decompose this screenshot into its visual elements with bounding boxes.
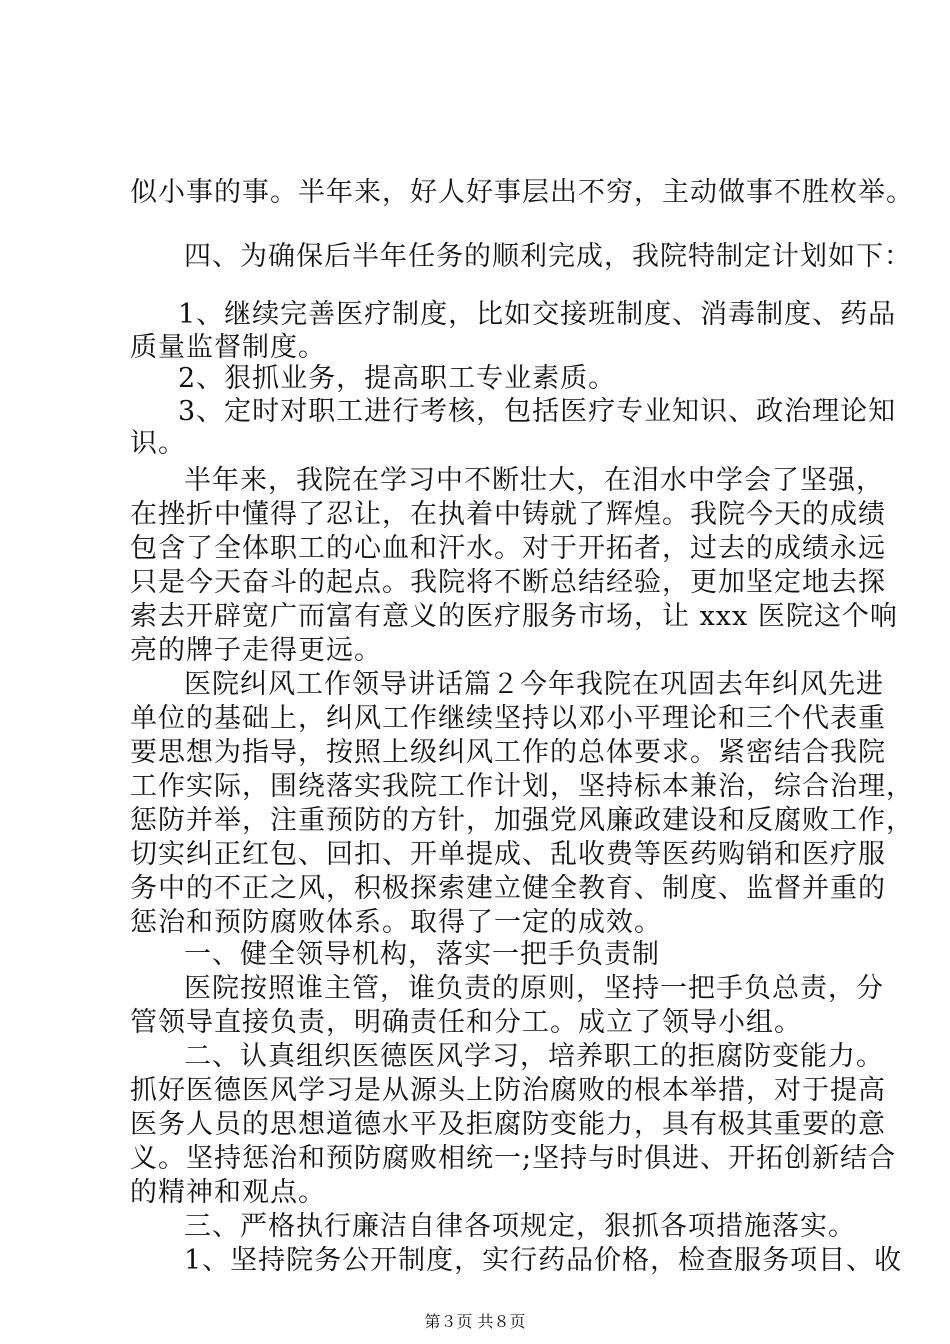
text-line: 识。: [130, 428, 186, 459]
text-line: 工作实际，围绕落实我院工作计划，坚持标本兼治，综合治理，: [130, 771, 914, 802]
text-line: 1、坚持院务公开制度，实行药品价格，检查服务项目、收: [184, 1245, 903, 1276]
text-line: 医院按照谁主管，谁负责的原则，坚持一把手负总责，分: [184, 973, 884, 1004]
text-line: 单位的基础上，纠风工作继续坚持以邓小平理论和三个代表重: [130, 703, 886, 734]
text-line: 1、继续完善医疗制度，比如交接班制度、消毒制度、药品: [178, 299, 897, 330]
text-line: 的精神和观点。: [130, 1177, 326, 1208]
text-line: 管领导直接负责，明确责任和分工。成立了领导小组。: [130, 1007, 802, 1038]
text-line: 惩治和预防腐败体系。取得了一定的成效。: [130, 907, 662, 938]
text-line: 惩防并举，注重预防的方针，加强党风廉政建设和反腐败工作，: [130, 805, 914, 836]
text-line: 2、狠抓业务，提高职工专业素质。: [178, 363, 617, 394]
text-line: 四、为确保后半年任务的顺利完成，我院特制定计划如下：: [184, 241, 912, 272]
text-line: 二、认真组织医德医风学习，培养职工的拒腐防变能力。: [184, 1041, 884, 1072]
text-line: 只是今天奋斗的起点。我院将不断总结经验，更加坚定地去探: [130, 567, 886, 598]
text-line: 半年来，我院在学习中不断壮大，在泪水中学会了坚强，: [184, 465, 884, 496]
text-line: 抓好医德医风学习是从源头上防治腐败的根本举措，对于提高: [130, 1075, 886, 1106]
text-line: 一、健全领导机构，落实一把手负责制: [184, 939, 660, 970]
text-line: 包含了全体职工的心血和汗水。对于开拓者，过去的成绩永远: [130, 533, 886, 564]
text-line: 似小事的事。半年来，好人好事层出不穷，主动做事不胜枚举。: [130, 177, 914, 208]
text-line: 务中的不正之风，积极探索建立健全教育、制度、监督并重的: [130, 873, 886, 904]
text-line: 义。坚持惩治和预防腐败相统一;坚持与时俱进、开拓创新结合: [130, 1143, 897, 1174]
text-line: 三、严格执行廉洁自律各项规定，狠抓各项措施落实。: [184, 1211, 856, 1242]
text-line: 切实纠正红包、回扣、开单提成、乱收费等医药购销和医疗服: [130, 839, 886, 870]
text-line: 要思想为指导，按照上级纠风工作的总体要求。紧密结合我院: [130, 737, 886, 768]
text-line: 3、定时对职工进行考核，包括医疗专业知识、政治理论知: [178, 396, 897, 427]
text-line: 索去开辟宽广而富有意义的医疗服务市场，让 xxx 医院这个响: [130, 601, 898, 632]
text-line: 在挫折中懂得了忍让，在执着中铸就了辉煌。我院今天的成绩: [130, 499, 886, 530]
text-line: 亮的牌子走得更远。: [130, 635, 382, 666]
text-line: 质量监督制度。: [130, 332, 326, 363]
text-line: 医院纠风工作领导讲话篇２今年我院在巩固去年纠风先进: [184, 669, 884, 700]
text-line: 医务人员的思想道德水平及拒腐防变能力，具有极其重要的意: [130, 1109, 886, 1140]
page-number-footer: 第３页 共８页: [424, 1312, 526, 1331]
